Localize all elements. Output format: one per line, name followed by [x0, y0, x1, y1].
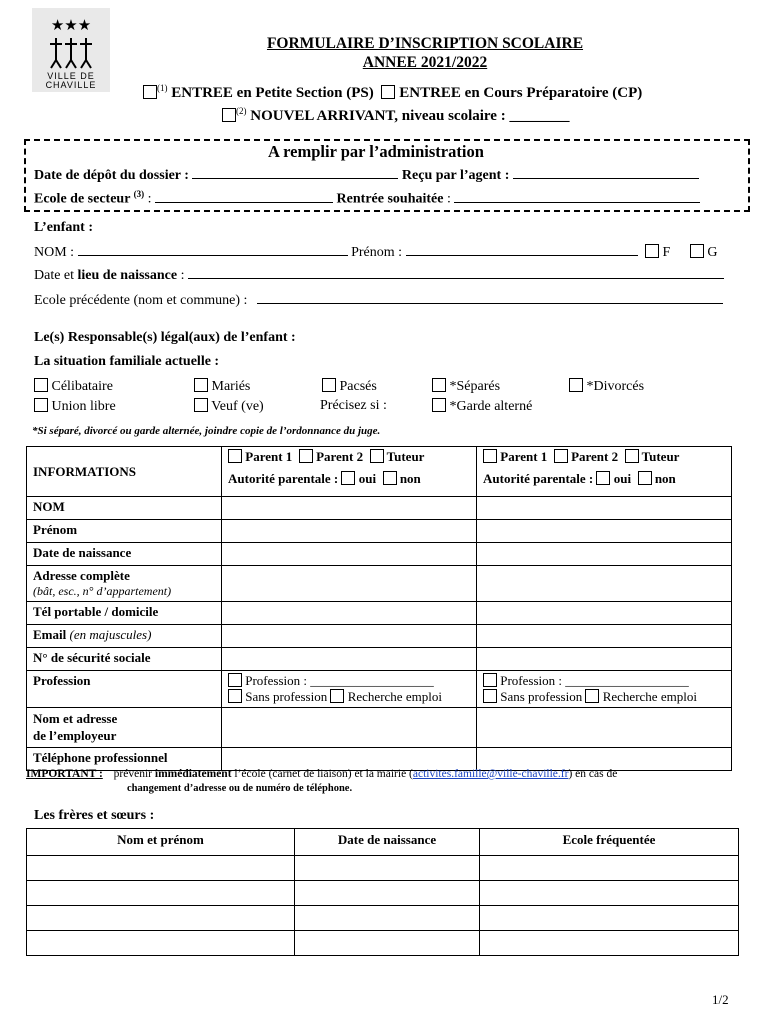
col-nom-prenom: Nom et prénom — [27, 829, 295, 856]
p2-parent1-checkbox[interactable] — [483, 449, 497, 463]
divorces-checkbox[interactable] — [569, 378, 583, 392]
p1-parent1-checkbox[interactable] — [228, 449, 242, 463]
p2-nom-cell[interactable] — [477, 497, 732, 520]
veuf-checkbox[interactable] — [194, 398, 208, 412]
naissance-field[interactable] — [188, 266, 724, 279]
maries-checkbox[interactable] — [194, 378, 208, 392]
col-date-naissance: Date de naissance — [295, 829, 480, 856]
p1-parent2-checkbox[interactable] — [299, 449, 313, 463]
prenom-label: Prénom : — [351, 245, 403, 260]
p1-tel-cell[interactable] — [222, 602, 477, 625]
sibling-cell[interactable] — [480, 906, 739, 931]
celibataire-checkbox[interactable] — [34, 378, 48, 392]
sibling-cell[interactable] — [295, 931, 480, 956]
nouvel-arrivant-label: NOUVEL ARRIVANT, niveau scolaire : ________ — [250, 108, 570, 124]
garde-alterne-checkbox[interactable] — [432, 398, 446, 412]
row-profession: Profession — [27, 671, 222, 708]
siblings-table — [26, 828, 739, 956]
important-label: IMPORTANT : — [26, 768, 103, 780]
sibling-cell[interactable] — [27, 931, 295, 956]
enfant-heading: L’enfant : — [34, 220, 93, 235]
juge-note: *Si séparé, divorcé ou garde alternée, joindre copie de l’ordonnance du juge. — [32, 425, 381, 437]
row-nom: NOM — [27, 497, 222, 520]
responsables-heading: Le(s) Responsable(s) légal(aux) de l’enfant : — [34, 330, 296, 345]
p1-prenom-cell[interactable] — [222, 520, 477, 543]
p1-profession-checkbox[interactable] — [228, 673, 242, 687]
cp-label: ENTREE en Cours Préparatoire (CP) — [399, 85, 643, 101]
p2-parent2-checkbox[interactable] — [554, 449, 568, 463]
ecole-secteur-label: Ecole de secteur — [34, 191, 131, 207]
p1-date-cell[interactable] — [222, 543, 477, 566]
naissance-label: lieu de naissance — [77, 268, 178, 283]
parents-table: INFORMATIONS Parent 1 Parent 2 Tuteur Autorité parentale : oui non Parent 1 Parent 2 Tuteur Autorité parentale : oui non NOM Prénom Date de naissance Adresse complète (bât, esc., n° d’appartement) Tél portable / domicile Email (en majuscules) N° de sécurité sociale Profession Profession : ___________________ Sans profession Recherche emploi Profession : ___________________ Sans profession Recherche emploi Nom et adresse de l’employeur Téléphone professionnel — [26, 446, 732, 771]
row-tel-pro: Téléphone professionnel — [27, 748, 222, 771]
p1-employeur-cell[interactable] — [222, 708, 477, 748]
p2-tuteur-checkbox[interactable] — [625, 449, 639, 463]
p1-adresse-cell[interactable] — [222, 566, 477, 602]
p2-sans-profession-checkbox[interactable] — [483, 689, 497, 703]
cp-checkbox[interactable] — [381, 85, 395, 99]
p1-tuteur-checkbox[interactable] — [370, 449, 384, 463]
pacses-checkbox[interactable] — [322, 378, 336, 392]
ecole-precedente-label: Ecole précédente (nom et commune) : — [34, 293, 248, 308]
separes-checkbox[interactable] — [432, 378, 446, 392]
p1-recherche-checkbox[interactable] — [330, 689, 344, 703]
row-secu: N° de sécurité sociale — [27, 648, 222, 671]
sexe-f-checkbox[interactable] — [645, 244, 659, 258]
p2-date-cell[interactable] — [477, 543, 732, 566]
sibling-cell[interactable] — [27, 856, 295, 881]
sibling-cell[interactable] — [480, 931, 739, 956]
col-ecole: Ecole fréquentée — [480, 829, 739, 856]
sibling-cell[interactable] — [295, 881, 480, 906]
p2-secu-cell[interactable] — [477, 648, 732, 671]
p2-email-cell[interactable] — [477, 625, 732, 648]
sibling-cell[interactable] — [295, 856, 480, 881]
nom-label: NOM : — [34, 245, 75, 260]
form-year: ANNEE 2021/2022 — [362, 54, 488, 71]
logo-text: VILLE DE CHAVILLE — [45, 71, 97, 90]
situation-heading: La situation familiale actuelle : — [34, 354, 220, 369]
admin-title: A remplir par l’administration — [268, 142, 484, 161]
informations-header: INFORMATIONS — [27, 447, 222, 497]
row-employeur: Nom et adresse — [33, 711, 118, 726]
p2-tel-cell[interactable] — [477, 602, 732, 625]
ecole-secteur-field[interactable] — [155, 190, 333, 203]
sibling-cell[interactable] — [295, 906, 480, 931]
sexe-g-checkbox[interactable] — [690, 244, 704, 258]
ps-label: ENTREE en Petite Section (PS) — [171, 85, 374, 101]
ecole-precedente-field[interactable] — [257, 291, 723, 304]
union-libre-checkbox[interactable] — [34, 398, 48, 412]
svg-text:★★★: ★★★ — [50, 16, 92, 34]
p2-profession-checkbox[interactable] — [483, 673, 497, 687]
sibling-cell[interactable] — [27, 881, 295, 906]
p1-autorite-non-checkbox[interactable] — [383, 471, 397, 485]
p1-email-cell[interactable] — [222, 625, 477, 648]
sibling-cell[interactable] — [480, 856, 739, 881]
nouvel-arrivant-checkbox[interactable] — [222, 108, 236, 122]
sibling-cell[interactable] — [480, 881, 739, 906]
ps-checkbox[interactable] — [143, 85, 157, 99]
p2-employeur-cell[interactable] — [477, 708, 732, 748]
p1-autorite-oui-checkbox[interactable] — [341, 471, 355, 485]
p1-sans-profession-checkbox[interactable] — [228, 689, 242, 703]
p2-recherche-checkbox[interactable] — [585, 689, 599, 703]
row-adresse: Adresse complète — [33, 568, 130, 583]
important-line2: changement d’adresse ou de numéro de téléphone. — [127, 783, 353, 794]
p1-secu-cell[interactable] — [222, 648, 477, 671]
page-number: 1/2 — [712, 992, 729, 1007]
row-prenom: Prénom — [27, 520, 222, 543]
rentree-label: Rentrée souhaitée — [336, 191, 444, 207]
p2-autorite-non-checkbox[interactable] — [638, 471, 652, 485]
p1-nom-cell[interactable] — [222, 497, 477, 520]
agent-label: Reçu par l’agent : — [401, 168, 510, 183]
freres-heading: Les frères et sœurs : — [34, 808, 155, 823]
row-date-naissance: Date de naissance — [27, 543, 222, 566]
sibling-cell[interactable] — [27, 906, 295, 931]
form-title: FORMULAIRE D’INSCRIPTION SCOLAIRE — [266, 35, 584, 52]
nom-field[interactable] — [78, 243, 348, 256]
p2-prenom-cell[interactable] — [477, 520, 732, 543]
p2-autorite-oui-checkbox[interactable] — [596, 471, 610, 485]
precisez-label: Précisez si : — [320, 398, 387, 413]
rentree-field[interactable] — [454, 190, 700, 203]
depot-field[interactable] — [192, 166, 398, 179]
email-link[interactable]: activites.famille@ville-chaville.fr — [412, 768, 569, 780]
row-tel: Tél portable / domicile — [27, 602, 222, 625]
prenom-field[interactable] — [406, 243, 638, 256]
row-email: Email — [33, 627, 67, 642]
p2-adresse-cell[interactable] — [477, 566, 732, 602]
agent-field[interactable] — [513, 166, 699, 179]
depot-label: Date de dépôt du dossier : — [34, 168, 189, 183]
